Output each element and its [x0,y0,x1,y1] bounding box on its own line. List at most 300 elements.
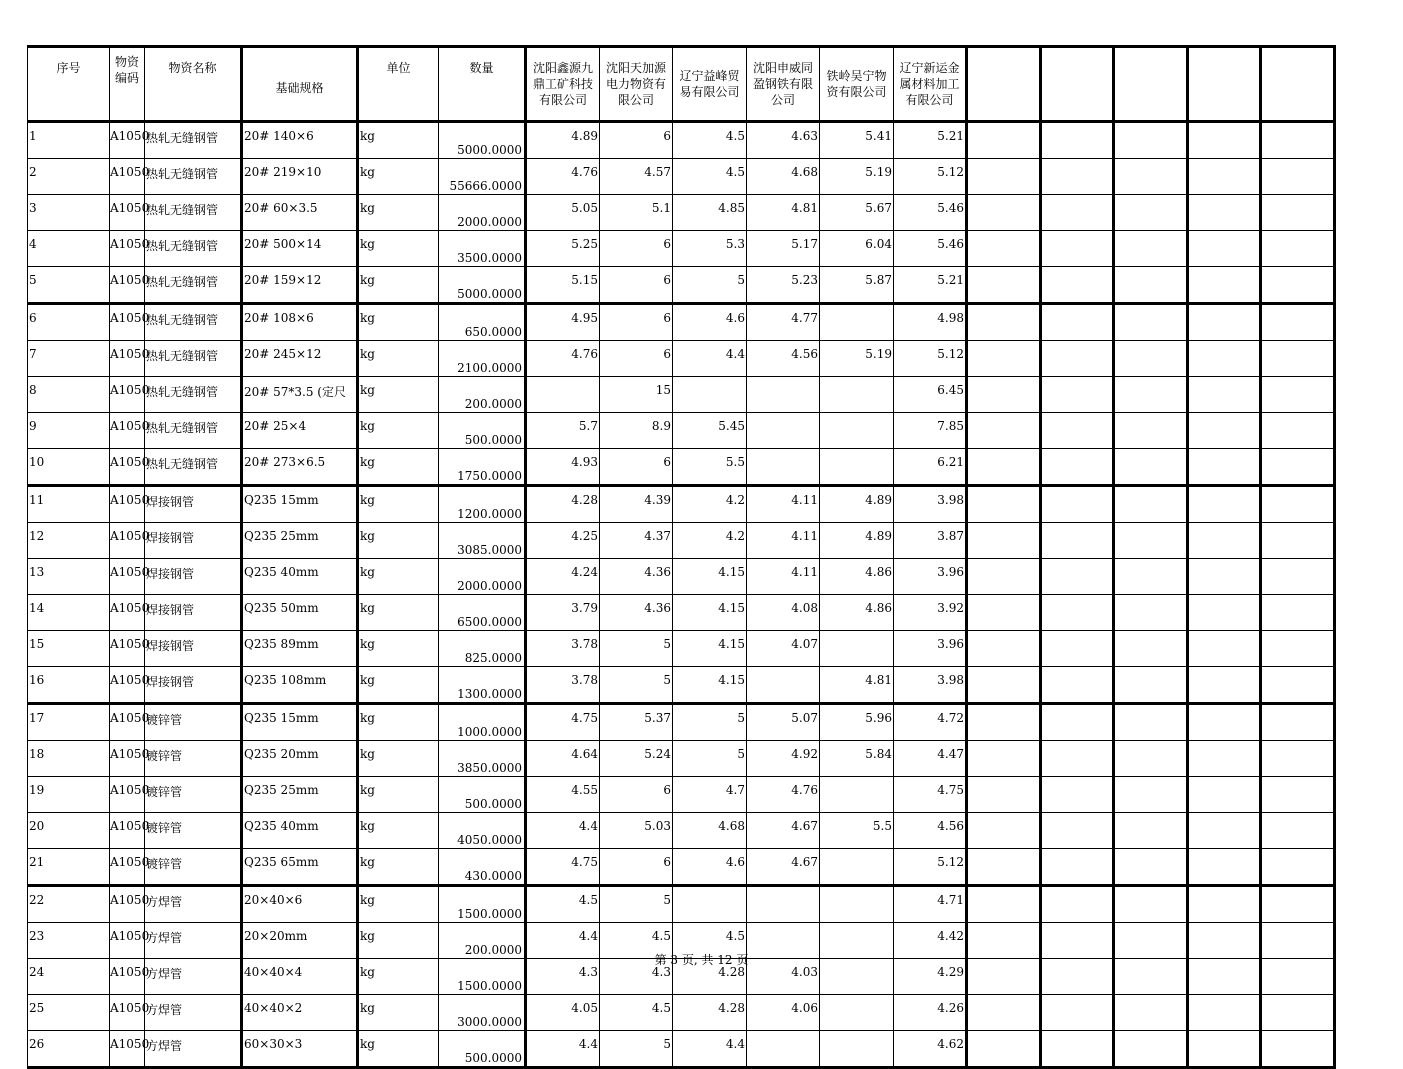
table-row [28,1031,1335,1068]
cell-empty [1041,304,1114,341]
cell-empty [1041,449,1114,486]
cell-empty [1114,559,1188,595]
cell-empty [967,304,1041,341]
cell-code: A1050 [110,122,145,159]
header-unit: 单位 [358,47,439,122]
cell-name: 方焊管 [145,886,242,923]
cell-spec: 20# 140×6 [242,122,358,159]
cell-code: A1050 [110,667,145,704]
cell-spec: Q235 40mm [242,559,358,595]
cell-empty [1114,523,1188,559]
cell-price-supplier-3: 4.15 [673,595,747,631]
cell-price-supplier-6: 7.85 [894,413,967,449]
cell-price-supplier-3: 4.6 [673,304,747,341]
cell-name: 热轧无缝钢管 [145,413,242,449]
cell-price-supplier-4 [747,377,820,413]
cell-unit: kg [358,304,439,341]
cell-price-supplier-3: 5.45 [673,413,747,449]
cell-price-supplier-1: 3.79 [526,595,600,631]
cell-price-supplier-4: 5.23 [747,267,820,304]
cell-name: 热轧无缝钢管 [145,267,242,304]
cell-empty [1188,631,1261,667]
header-supplier-8 [1041,47,1114,122]
cell-spec: 20# 108×6 [242,304,358,341]
cell-empty [1188,1031,1261,1068]
cell-empty [1188,813,1261,849]
cell-price-supplier-2: 8.9 [600,413,673,449]
cell-empty [967,849,1041,886]
cell-price-supplier-1: 4.5 [526,886,600,923]
cell-price-supplier-2: 5.24 [600,741,673,777]
cell-seq: 26 [28,1031,110,1068]
cell-seq: 10 [28,449,110,486]
cell-price-supplier-6: 4.71 [894,886,967,923]
cell-price-supplier-1: 4.76 [526,159,600,195]
header-row [28,47,1335,122]
cell-qty: 3850.0000 [439,741,526,777]
cell-price-supplier-2: 4.37 [600,523,673,559]
table-row [28,886,1335,923]
cell-spec: Q235 108mm [242,667,358,704]
cell-empty [1261,195,1335,231]
cell-empty [1114,377,1188,413]
cell-empty [967,667,1041,704]
cell-empty [1041,159,1114,195]
cell-empty [1188,195,1261,231]
table-row [28,523,1335,559]
cell-code: A1050 [110,377,145,413]
cell-empty [1114,741,1188,777]
cell-seq: 12 [28,523,110,559]
cell-code: A1050 [110,486,145,523]
cell-price-supplier-1: 4.25 [526,523,600,559]
cell-price-supplier-1: 4.95 [526,304,600,341]
cell-unit: kg [358,886,439,923]
cell-code: A1050 [110,413,145,449]
header-supplier-7 [967,47,1041,122]
cell-name: 镀锌管 [145,813,242,849]
cell-empty [1041,341,1114,377]
cell-qty: 430.0000 [439,849,526,886]
cell-empty [1188,231,1261,267]
cell-price-supplier-6: 5.21 [894,267,967,304]
cell-price-supplier-5: 4.86 [820,595,894,631]
cell-name: 热轧无缝钢管 [145,341,242,377]
cell-empty [1261,413,1335,449]
cell-price-supplier-2: 4.36 [600,559,673,595]
cell-unit: kg [358,122,439,159]
cell-code: A1050 [110,631,145,667]
cell-price-supplier-4 [747,413,820,449]
cell-price-supplier-2: 6 [600,304,673,341]
cell-price-supplier-4: 4.03 [747,959,820,995]
cell-price-supplier-3: 4.5 [673,159,747,195]
cell-price-supplier-2: 5.37 [600,704,673,741]
cell-price-supplier-3: 4.7 [673,777,747,813]
cell-price-supplier-1: 4.4 [526,1031,600,1068]
cell-price-supplier-4: 4.08 [747,595,820,631]
cell-price-supplier-5 [820,304,894,341]
cell-spec: 20# 219×10 [242,159,358,195]
cell-empty [1261,559,1335,595]
cell-code: A1050 [110,777,145,813]
cell-empty [1114,886,1188,923]
cell-price-supplier-3: 5 [673,704,747,741]
header-supplier-3: 辽宁益峰贸易有限公司 [673,47,747,122]
cell-price-supplier-5: 5.19 [820,341,894,377]
cell-price-supplier-4: 4.76 [747,777,820,813]
cell-empty [1261,122,1335,159]
cell-price-supplier-6: 3.98 [894,667,967,704]
cell-empty [1041,523,1114,559]
cell-price-supplier-2: 5 [600,886,673,923]
cell-empty [967,122,1041,159]
cell-seq: 20 [28,813,110,849]
cell-price-supplier-6: 5.12 [894,849,967,886]
cell-price-supplier-3: 4.4 [673,341,747,377]
cell-empty [967,486,1041,523]
cell-spec: 20# 245×12 [242,341,358,377]
cell-name: 热轧无缝钢管 [145,449,242,486]
cell-empty [1041,849,1114,886]
cell-price-supplier-5: 5.41 [820,122,894,159]
cell-price-supplier-4 [747,449,820,486]
table-row [28,667,1335,704]
table-row [28,413,1335,449]
cell-empty [1261,486,1335,523]
cell-price-supplier-1: 4.24 [526,559,600,595]
cell-empty [1261,1031,1335,1068]
cell-empty [1188,741,1261,777]
cell-price-supplier-2: 15 [600,377,673,413]
cell-price-supplier-2: 6 [600,267,673,304]
table-row [28,159,1335,195]
cell-empty [1041,231,1114,267]
cell-price-supplier-1: 4.05 [526,995,600,1031]
cell-price-supplier-4: 4.11 [747,523,820,559]
cell-price-supplier-1: 4.93 [526,449,600,486]
cell-price-supplier-5: 5.96 [820,704,894,741]
table-row [28,777,1335,813]
cell-price-supplier-4 [747,886,820,923]
cell-empty [1041,267,1114,304]
cell-qty: 2000.0000 [439,195,526,231]
cell-name: 焊接钢管 [145,523,242,559]
table-row [28,377,1335,413]
header-supplier-6: 辽宁新运金属材料加工有限公司 [894,47,967,122]
cell-price-supplier-3: 4.68 [673,813,747,849]
cell-unit: kg [358,959,439,995]
cell-price-supplier-6: 3.98 [894,486,967,523]
table-row [28,849,1335,886]
cell-seq: 22 [28,886,110,923]
cell-price-supplier-5: 5.67 [820,195,894,231]
cell-seq: 8 [28,377,110,413]
cell-price-supplier-3: 4.2 [673,523,747,559]
cell-price-supplier-1: 4.89 [526,122,600,159]
cell-price-supplier-3: 5 [673,267,747,304]
cell-price-supplier-5: 4.89 [820,523,894,559]
cell-code: A1050 [110,231,145,267]
cell-spec: 40×40×4 [242,959,358,995]
cell-empty [1114,595,1188,631]
cell-spec: Q235 50mm [242,595,358,631]
table-row [28,267,1335,304]
cell-unit: kg [358,413,439,449]
cell-price-supplier-4: 4.67 [747,813,820,849]
cell-code: A1050 [110,886,145,923]
cell-seq: 23 [28,923,110,959]
cell-price-supplier-5 [820,377,894,413]
cell-price-supplier-4: 4.63 [747,122,820,159]
table-row [28,704,1335,741]
header-supplier-4: 沈阳申威同盈钢铁有限公司 [747,47,820,122]
cell-empty [967,195,1041,231]
cell-seq: 11 [28,486,110,523]
cell-qty: 650.0000 [439,304,526,341]
cell-spec: 40×40×2 [242,995,358,1031]
cell-name: 镀锌管 [145,777,242,813]
cell-empty [1114,122,1188,159]
cell-empty [967,559,1041,595]
cell-price-supplier-5 [820,777,894,813]
cell-unit: kg [358,231,439,267]
cell-price-supplier-6: 3.92 [894,595,967,631]
cell-name: 镀锌管 [145,849,242,886]
table-row [28,995,1335,1031]
cell-empty [1261,777,1335,813]
cell-qty: 5000.0000 [439,267,526,304]
cell-empty [1188,559,1261,595]
cell-empty [1114,195,1188,231]
table-row [28,559,1335,595]
cell-name: 热轧无缝钢管 [145,122,242,159]
cell-price-supplier-1: 5.25 [526,231,600,267]
cell-price-supplier-3: 4.6 [673,849,747,886]
cell-empty [1188,595,1261,631]
cell-qty: 500.0000 [439,413,526,449]
cell-empty [967,377,1041,413]
header-code: 物资编码 [110,47,145,122]
cell-price-supplier-3 [673,377,747,413]
cell-code: A1050 [110,1031,145,1068]
cell-empty [1261,595,1335,631]
cell-qty: 825.0000 [439,631,526,667]
cell-price-supplier-2: 6 [600,231,673,267]
cell-code: A1050 [110,523,145,559]
cell-unit: kg [358,813,439,849]
cell-price-supplier-5 [820,413,894,449]
cell-seq: 16 [28,667,110,704]
cell-code: A1050 [110,304,145,341]
cell-price-supplier-4: 4.07 [747,631,820,667]
cell-price-supplier-5: 5.19 [820,159,894,195]
cell-spec: Q235 25mm [242,523,358,559]
cell-seq: 13 [28,559,110,595]
cell-empty [1041,995,1114,1031]
cell-empty [1188,667,1261,704]
cell-price-supplier-6: 4.72 [894,704,967,741]
cell-name: 热轧无缝钢管 [145,377,242,413]
cell-name: 焊接钢管 [145,559,242,595]
cell-empty [967,995,1041,1031]
table-body [28,122,1335,1068]
cell-empty [1114,304,1188,341]
cell-seq: 24 [28,959,110,995]
cell-price-supplier-2: 6 [600,122,673,159]
cell-price-supplier-5 [820,849,894,886]
cell-name: 热轧无缝钢管 [145,195,242,231]
cell-spec: 60×30×3 [242,1031,358,1068]
cell-empty [967,267,1041,304]
cell-empty [1188,377,1261,413]
cell-price-supplier-2: 6 [600,849,673,886]
cell-price-supplier-1: 5.7 [526,413,600,449]
cell-empty [1261,849,1335,886]
cell-price-supplier-4: 4.11 [747,559,820,595]
cell-empty [1114,231,1188,267]
cell-name: 方焊管 [145,923,242,959]
price-comparison-table [27,45,1336,1069]
cell-spec: Q235 40mm [242,813,358,849]
cell-price-supplier-1: 5.15 [526,267,600,304]
cell-price-supplier-4 [747,1031,820,1068]
cell-price-supplier-2: 4.5 [600,923,673,959]
cell-code: A1050 [110,267,145,304]
cell-empty [1188,413,1261,449]
cell-empty [1041,195,1114,231]
header-supplier-2: 沈阳天加源电力物资有限公司 [600,47,673,122]
cell-empty [967,704,1041,741]
cell-price-supplier-6: 6.21 [894,449,967,486]
cell-qty: 3500.0000 [439,231,526,267]
cell-price-supplier-3: 5.3 [673,231,747,267]
cell-price-supplier-3: 4.5 [673,923,747,959]
cell-qty: 2100.0000 [439,341,526,377]
cell-price-supplier-5 [820,995,894,1031]
cell-empty [967,777,1041,813]
cell-empty [1114,631,1188,667]
cell-empty [1041,741,1114,777]
cell-spec: 20# 60×3.5 [242,195,358,231]
cell-empty [1114,667,1188,704]
cell-price-supplier-3: 4.2 [673,486,747,523]
cell-empty [1041,704,1114,741]
cell-empty [1188,159,1261,195]
cell-price-supplier-2: 5 [600,631,673,667]
cell-qty: 3085.0000 [439,523,526,559]
cell-empty [967,413,1041,449]
cell-empty [967,523,1041,559]
cell-price-supplier-5: 4.89 [820,486,894,523]
cell-empty [1188,886,1261,923]
cell-empty [1114,267,1188,304]
cell-spec: Q235 65mm [242,849,358,886]
cell-seq: 15 [28,631,110,667]
cell-price-supplier-5: 5.87 [820,267,894,304]
cell-empty [1261,341,1335,377]
header-supplier-10 [1188,47,1261,122]
cell-price-supplier-1 [526,377,600,413]
cell-empty [1188,704,1261,741]
cell-qty: 1300.0000 [439,667,526,704]
cell-spec: 20×40×6 [242,886,358,923]
cell-code: A1050 [110,813,145,849]
cell-price-supplier-1: 4.4 [526,923,600,959]
cell-price-supplier-3: 4.15 [673,631,747,667]
cell-empty [1261,159,1335,195]
cell-unit: kg [358,449,439,486]
cell-spec: 20# 57*3.5 (定尺 [242,377,358,413]
cell-name: 焊接钢管 [145,595,242,631]
cell-empty [967,341,1041,377]
cell-empty [1041,667,1114,704]
cell-price-supplier-4 [747,667,820,704]
cell-price-supplier-6: 4.56 [894,813,967,849]
cell-name: 方焊管 [145,959,242,995]
cell-spec: Q235 25mm [242,777,358,813]
cell-empty [1114,413,1188,449]
cell-price-supplier-3: 5 [673,741,747,777]
cell-empty [967,813,1041,849]
cell-price-supplier-2: 4.36 [600,595,673,631]
cell-seq: 1 [28,122,110,159]
header-supplier-9 [1114,47,1188,122]
cell-price-supplier-6: 5.12 [894,159,967,195]
cell-price-supplier-1: 4.3 [526,959,600,995]
cell-price-supplier-1: 4.76 [526,341,600,377]
cell-empty [1114,486,1188,523]
cell-unit: kg [358,195,439,231]
cell-price-supplier-2: 4.39 [600,486,673,523]
table-header [28,47,1335,122]
cell-empty [1114,1031,1188,1068]
cell-unit: kg [358,849,439,886]
table-row [28,595,1335,631]
cell-qty: 4050.0000 [439,813,526,849]
cell-price-supplier-6: 5.21 [894,122,967,159]
cell-price-supplier-5 [820,1031,894,1068]
cell-price-supplier-3: 4.15 [673,667,747,704]
cell-empty [1188,341,1261,377]
cell-empty [1114,777,1188,813]
cell-code: A1050 [110,741,145,777]
cell-spec: 20# 273×6.5 [242,449,358,486]
cell-code: A1050 [110,959,145,995]
cell-qty: 3000.0000 [439,995,526,1031]
cell-price-supplier-1: 4.4 [526,813,600,849]
cell-empty [1261,741,1335,777]
cell-price-supplier-2: 5 [600,667,673,704]
cell-unit: kg [358,486,439,523]
cell-empty [1261,667,1335,704]
cell-name: 热轧无缝钢管 [145,304,242,341]
cell-qty: 55666.0000 [439,159,526,195]
table-row [28,741,1335,777]
cell-empty [1114,813,1188,849]
cell-name: 镀锌管 [145,704,242,741]
cell-unit: kg [358,267,439,304]
cell-qty: 6500.0000 [439,595,526,631]
cell-qty: 1000.0000 [439,704,526,741]
cell-code: A1050 [110,559,145,595]
cell-name: 方焊管 [145,995,242,1031]
cell-qty: 1750.0000 [439,449,526,486]
cell-price-supplier-6: 3.96 [894,559,967,595]
cell-price-supplier-2: 5 [600,1031,673,1068]
cell-seq: 5 [28,267,110,304]
cell-empty [1041,486,1114,523]
